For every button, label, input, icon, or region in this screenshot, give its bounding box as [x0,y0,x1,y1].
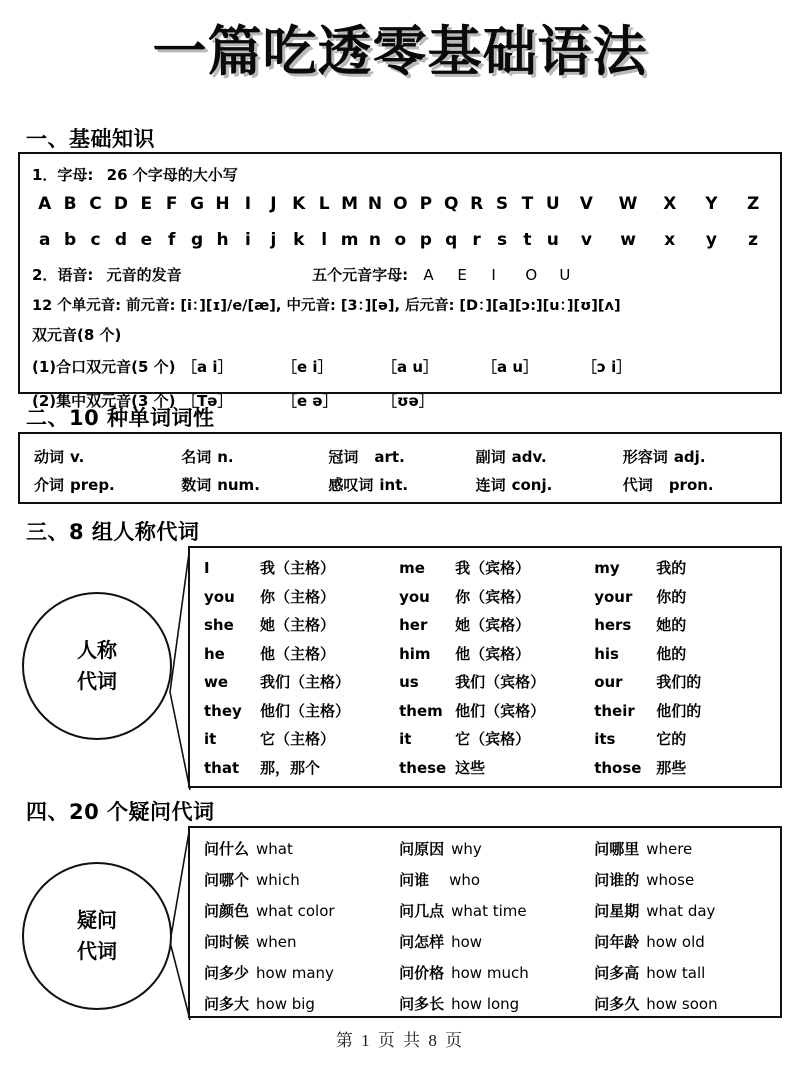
pronoun-chinese: 你（宾格） [455,587,531,606]
pronoun-chinese: 她（宾格） [455,616,531,634]
question-column-1 [399,834,594,1020]
basics-box [18,152,782,410]
pronoun-cell [594,611,780,640]
part-of-speech-cn: 冠词 [328,447,359,466]
question-word-en: how much [451,964,529,982]
question-word-en: when [256,933,297,951]
lowercase-letter-x: x [664,230,676,250]
pronoun-english: my [594,559,620,577]
uppercase-letter-I: I [244,194,252,214]
part-of-speech-cn: 副词 [475,447,506,466]
letters-label: 1．字母: [32,166,94,184]
pronoun-chinese: 这些 [455,758,486,777]
question-column-2 [594,834,780,1020]
question-word-cn: 问多少 [204,964,250,982]
pronoun-english: it [399,730,412,748]
pronoun-chinese: 我们的 [656,673,702,691]
pronoun-chinese: 他的 [656,644,687,663]
part-of-speech-en: n. [217,447,234,466]
lowercase-letter-y: y [705,230,717,250]
diphthong-row-label: (2)集中双元音(3 个) [32,392,176,410]
pronoun-cell [594,640,780,669]
phonetics-title-row [32,264,593,285]
uppercase-letter-Q: Q [443,194,459,214]
pronoun-chinese: 她（主格） [260,616,336,634]
part-of-speech-cn: 形容词 [622,447,668,466]
lowercase-letter-g: g [191,230,204,250]
lowercase-letter-u: u [546,230,559,250]
part-of-speech-en: adv. [511,447,547,466]
lowercase-letter-o: o [394,230,407,250]
question-word-cell [204,958,399,989]
question-word-cell [204,927,399,958]
pronoun-cell [399,611,594,640]
lowercase-letter-w: w [620,230,636,250]
uppercase-letter-B: B [63,194,77,214]
pronoun-table-box [188,546,782,788]
vowel-letters-label: 五个元音字母: [312,266,409,284]
part-of-speech-cn: 感叹词 [328,475,374,494]
part-of-speech-cell [34,446,181,467]
question-word-cn: 问谁的 [594,871,640,889]
question-word-cn: 问多久 [594,995,640,1013]
vowel-letters-list [423,266,593,284]
pronoun-oval-line-1: 人称 [77,638,117,662]
uppercase-letter-A: A [38,194,52,214]
part-of-speech-cell [34,474,181,495]
letters-desc: 26 个字母的大小写 [106,166,238,184]
pronoun-english: you [399,587,430,606]
question-word-cell [399,958,594,989]
vowel-letter-I: I [491,266,496,284]
question-word-en: who [449,871,481,889]
lowercase-letter-s: s [496,230,508,250]
pronoun-chinese: 我（主格） [260,559,336,577]
section-heading-pronouns: 三、8 组人称代词 [26,520,200,544]
question-word-cell [399,989,594,1020]
diphthong-item-0-4: ［ɔ i］ [582,358,632,376]
pronoun-chinese: 他们的 [656,701,702,720]
pronoun-english: she [204,616,234,634]
pronoun-chinese: 它的 [656,730,687,748]
question-oval-line-1: 疑问 [77,908,117,932]
pronoun-cell [204,697,399,726]
pronoun-english: its [594,730,616,748]
question-word-en: what time [451,902,527,920]
question-word-cell [594,865,780,896]
uppercase-letter-T: T [521,194,534,214]
lowercase-letter-h: h [216,230,229,250]
lowercase-letter-l: l [321,230,328,250]
pronoun-cell [594,583,780,612]
pronoun-chinese: 他们（主格） [260,701,351,720]
pronoun-chinese: 我（宾格） [455,559,531,577]
uppercase-letter-Z: Z [746,194,760,214]
uppercase-letter-M: M [341,194,359,214]
part-of-speech-cn: 动词 [34,447,65,466]
pronoun-english: them [399,701,443,720]
phonetics-desc: 元音的发音 [106,266,182,284]
part-of-speech-en: conj. [511,475,553,494]
pronoun-chinese: 它（主格） [260,730,336,748]
pronoun-cell [399,554,594,583]
lowercase-letter-i: i [245,230,251,250]
lowercase-letter-a: a [38,230,51,250]
question-word-cell [399,896,594,927]
pronoun-cell [594,697,780,726]
question-word-cn: 问多大 [204,995,250,1013]
uppercase-letter-W: W [618,194,638,214]
uppercase-letter-R: R [470,194,484,214]
lowercase-letter-v: v [580,230,592,250]
question-word-cn: 问谁 [399,871,430,889]
pronoun-column-2 [594,554,780,782]
question-oval-line-2: 代词 [77,939,117,963]
question-word-en: whose [646,871,695,889]
question-words-grid [190,828,780,1016]
diphthong-item-1-1: ［e ə］ [282,392,338,410]
pronoun-chinese: 我们（宾格） [455,673,546,691]
lowercase-letter-f: f [168,230,176,250]
pronoun-cell [204,668,399,697]
question-word-cn: 问多长 [399,995,445,1013]
part-of-speech-cell [476,446,623,467]
part-of-speech-cell [328,446,475,467]
pronoun-chinese: 他们（宾格） [455,701,546,720]
uppercase-letter-O: O [393,194,408,214]
vowel-letter-O: O [525,266,538,284]
question-word-cn: 问多高 [594,964,640,982]
pronoun-english: that [204,758,240,777]
question-word-en: how many [256,964,334,982]
part-of-speech-cn: 名词 [181,447,212,466]
question-word-cn: 问哪里 [594,840,640,858]
pronoun-cell [594,754,780,783]
pronoun-cell [204,754,399,783]
pronoun-english: hers [594,616,632,634]
uppercase-letter-J: J [270,194,277,214]
part-of-speech-cn: 连词 [475,475,506,494]
part-of-speech-cell [181,446,328,467]
parts-of-speech-box [18,432,782,504]
page-title: 一篇吃透零基础语法 [152,20,648,83]
question-word-cn: 问几点 [399,902,445,920]
question-word-cell [594,834,780,865]
pronoun-column-0 [204,554,399,782]
uppercase-letter-S: S [495,194,509,214]
question-word-en: which [256,871,300,889]
question-word-cell [204,896,399,927]
diphthong-item-0-0: ［a i］ [182,358,233,376]
pronoun-cell [204,554,399,583]
diphthong-item-0-3: ［a u］ [482,358,539,376]
question-word-cell [204,865,399,896]
part-of-speech-cn: 代词 [622,475,653,494]
question-word-cn: 问原因 [399,840,445,858]
pronoun-chinese: 那些 [656,758,687,777]
pronoun-chinese: 它（宾格） [455,730,531,748]
pronoun-oval-line-2: 代词 [77,669,117,693]
pronoun-cell [399,640,594,669]
diphthong-item-1-2: ［ʊə］ [382,392,434,410]
pronoun-chinese: 你的 [656,587,687,606]
pronoun-english: your [594,587,633,606]
uppercase-letter-Y: Y [705,194,718,214]
pronoun-cell [399,697,594,726]
question-word-en: how big [256,995,315,1013]
pronoun-chinese: 她的 [656,616,687,634]
diphthong-item-0-2: ［a u］ [382,358,439,376]
uppercase-letter-U: U [545,194,560,214]
lowercase-letter-t: t [523,230,532,250]
question-word-cn: 问颜色 [204,902,250,920]
section-heading-parts-of-speech: 二、10 种单词词性 [26,406,215,430]
uppercase-letter-D: D [113,194,128,214]
diphthong-row-closing [32,356,682,377]
pronoun-english: their [594,701,635,720]
phonetics-label: 2．语音: [32,266,94,284]
uppercase-letter-V: V [579,194,593,214]
part-of-speech-en: num. [217,475,260,494]
pronoun-cell [204,611,399,640]
part-of-speech-cell [623,446,770,467]
uppercase-letter-N: N [367,194,383,214]
part-of-speech-cn: 数词 [181,475,212,494]
part-of-speech-cell [328,474,475,495]
uppercase-letter-G: G [190,194,205,214]
pronoun-chinese: 他（宾格） [455,644,531,663]
vowel-letter-U: U [559,266,571,284]
part-of-speech-en: pron. [668,475,714,494]
question-oval-label [22,862,172,1010]
part-of-speech-en: v. [70,447,85,466]
question-word-cell [594,989,780,1020]
vowel-letter-A: A [423,266,434,284]
question-word-en: why [451,840,482,858]
pronoun-english: our [594,673,623,691]
pronoun-english: those [594,758,642,777]
uppercase-alphabet-row [32,194,774,214]
pronoun-english: we [204,673,229,691]
question-word-cn: 问时候 [204,933,250,951]
lowercase-letter-k: k [293,230,305,250]
question-word-en: what [256,840,293,858]
part-of-speech-en: prep. [70,475,115,494]
question-word-en: how tall [646,964,706,982]
lowercase-letter-b: b [64,230,77,250]
parts-of-speech-grid [34,442,770,498]
question-word-cell [399,927,594,958]
diphthong-item-1-0: ［Tə］ [182,392,233,410]
diphthong-row-label: (1)合口双元音(5 个) [32,358,176,376]
uppercase-letter-F: F [165,194,178,214]
question-word-en: what color [256,902,335,920]
pronoun-english: he [204,644,225,663]
question-word-cell [204,989,399,1020]
pronoun-english: his [594,644,619,663]
question-word-cn: 问什么 [204,840,250,858]
question-word-cell [594,927,780,958]
question-word-cn: 问年龄 [594,933,640,951]
part-of-speech-en: int. [379,475,409,494]
pronoun-cell [204,725,399,754]
question-word-en: where [646,840,693,858]
pronoun-chinese: 那，那个 [260,758,321,777]
part-of-speech-cell [476,474,623,495]
pronoun-english: they [204,701,242,720]
lowercase-alphabet-row [32,230,774,250]
pronoun-grid [190,548,780,786]
pronoun-english: me [399,559,425,577]
pronoun-cell [399,583,594,612]
question-word-en: how old [646,933,705,951]
pronoun-cell [204,583,399,612]
question-word-cn: 问怎样 [399,933,445,951]
diphthong-heading: 双元音(8 个) [32,326,122,344]
lowercase-letter-c: c [90,230,101,250]
vowel-letter-E: E [457,266,467,284]
page-footer: 第 1 页 共 8 页 [335,1031,465,1050]
question-word-cell [399,834,594,865]
pronoun-cell [399,668,594,697]
lowercase-letter-e: e [140,230,153,250]
lowercase-letter-j: j [270,230,277,250]
question-word-en: how [451,933,483,951]
pronoun-english: her [399,616,428,634]
pronoun-cell [594,668,780,697]
pronoun-english: it [204,730,217,748]
lowercase-letter-d: d [114,230,127,250]
lowercase-letter-q: q [445,230,458,250]
part-of-speech-cn: 介词 [34,475,65,494]
lowercase-letter-z: z [748,230,759,250]
diphthong-item-0-1: ［e i］ [282,358,333,376]
pronoun-oval-label [22,592,172,740]
pronoun-cell [399,725,594,754]
pronoun-english: I [204,559,210,577]
question-word-cn: 问星期 [594,902,640,920]
question-word-cn: 问哪个 [204,871,250,889]
question-column-0 [204,834,399,1020]
uppercase-letter-K: K [292,194,306,214]
question-word-en: what day [646,902,716,920]
pronoun-english: these [399,758,447,777]
uppercase-letter-E: E [140,194,153,214]
part-of-speech-cell [181,474,328,495]
pronoun-chinese: 他（主格） [260,644,336,663]
question-word-cell [594,896,780,927]
pronoun-chinese: 我们（主格） [260,673,351,691]
question-word-en: how soon [646,995,718,1013]
uppercase-letter-X: X [663,194,677,214]
title-container [0,20,800,83]
uppercase-letter-C: C [89,194,102,214]
pronoun-english: you [204,587,235,606]
question-word-cell [204,834,399,865]
question-word-cell [399,865,594,896]
pronoun-chinese: 你（主格） [260,587,336,606]
pronoun-chinese: 我的 [656,559,687,577]
letters-title-row [32,164,238,185]
pronoun-english: us [399,673,419,691]
lowercase-letter-r: r [472,230,481,250]
pronoun-english: him [399,644,431,663]
lowercase-letter-p: p [419,230,432,250]
monophthongs-row: 12 个单元音: 前元音: [i：][ɪ]/e/[æ], 中元音: [3：][ə], 后元音: [D：][a][ɔ:][u：][ʊ][ʌ] [32,298,621,314]
question-word-cn: 问价格 [399,964,445,982]
part-of-speech-en: art. [374,447,405,466]
pronoun-cell [399,754,594,783]
question-words-box [188,826,782,1018]
section-heading-basics: 一、基础知识 [26,127,155,151]
part-of-speech-en: adj. [673,447,706,466]
uppercase-letter-L: L [318,194,330,214]
pronoun-cell [594,725,780,754]
question-word-cell [594,958,780,989]
pronoun-cell [204,640,399,669]
section-heading-question-words: 四、20 个疑问代词 [26,800,215,824]
uppercase-letter-P: P [419,194,433,214]
lowercase-letter-m: m [340,230,359,250]
lowercase-letter-n: n [368,230,382,250]
uppercase-letter-H: H [215,194,230,214]
pronoun-cell [594,554,780,583]
pronoun-column-1 [399,554,594,782]
part-of-speech-cell [623,474,770,495]
question-word-en: how long [451,995,520,1013]
